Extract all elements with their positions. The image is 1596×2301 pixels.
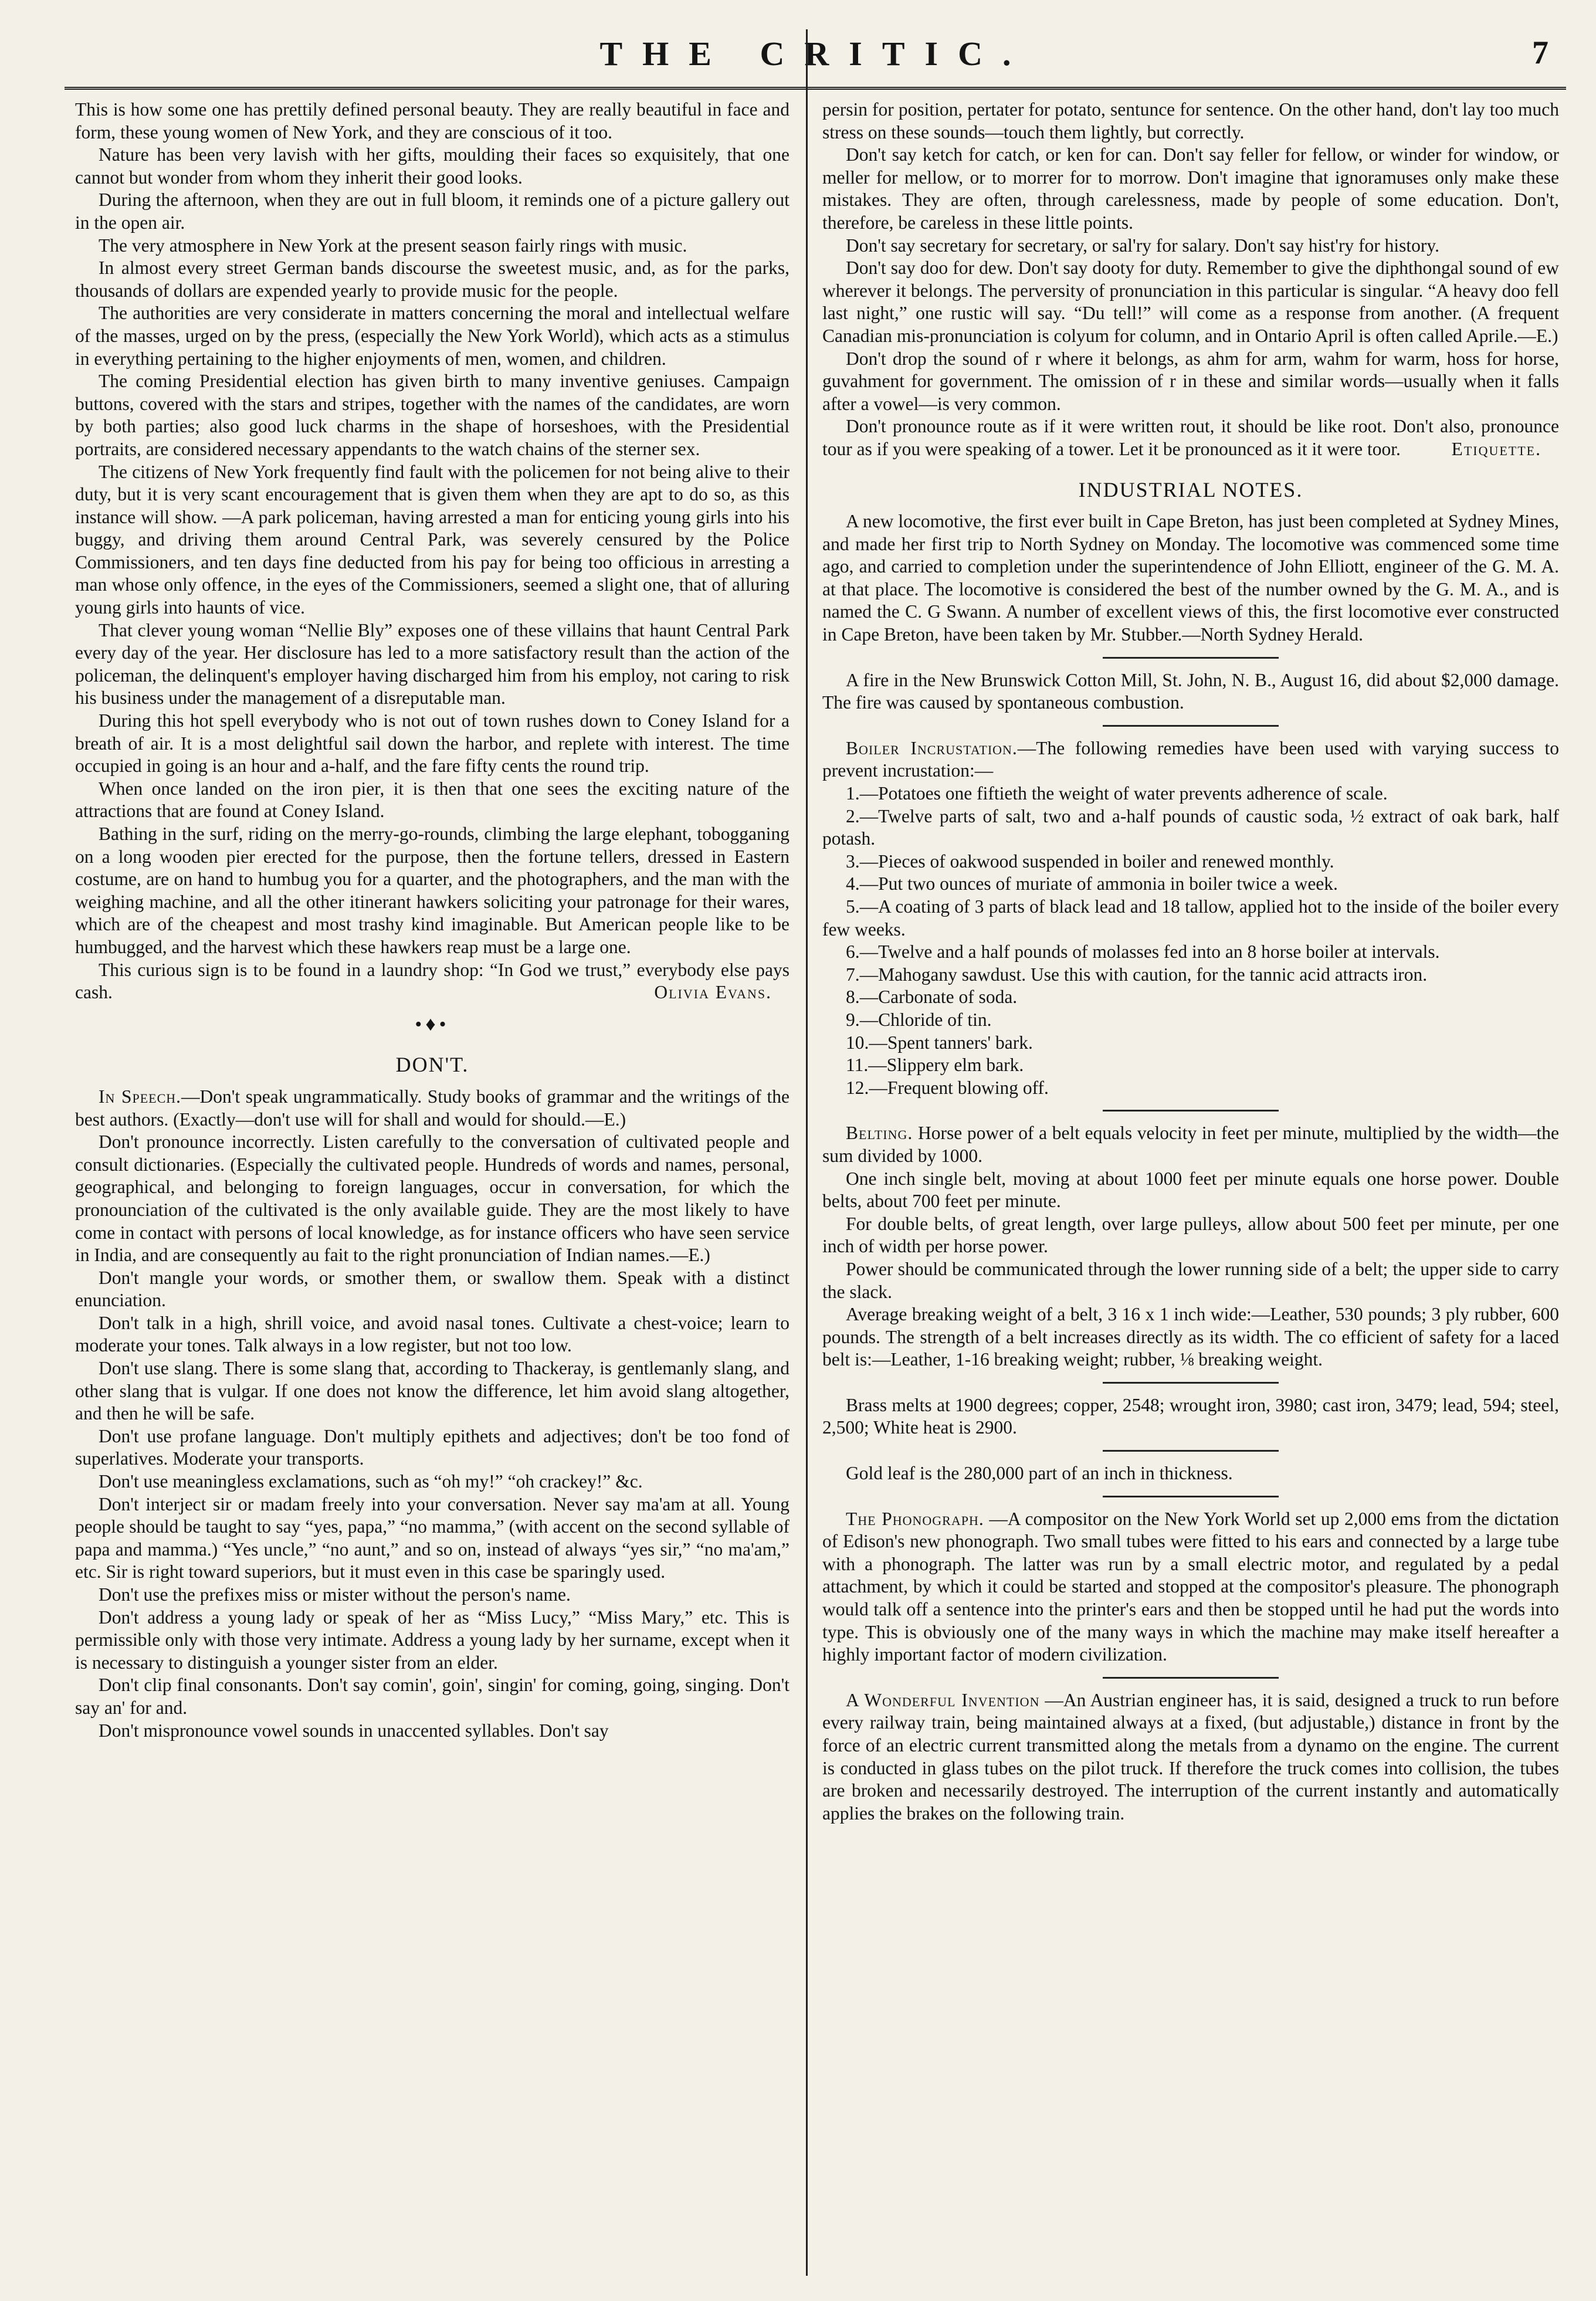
list-item: 12.—Frequent blowing off. — [846, 1077, 1049, 1098]
section-ornament: •♦• — [415, 1013, 450, 1035]
article-paragraph: This is how some one has prettily defined personal beauty. They are really beautiful in face and form, these young women of New York, and they are conscious of it too. — [75, 99, 789, 143]
list-item: 9.—Chloride of tin. — [846, 1009, 992, 1030]
article-paragraph — [822, 737, 1559, 782]
article-paragraph: That clever young woman “Nellie Bly” exposes one of these villains that haunt Central Park every day of the year. Her disclosure has led to a more satisfactory result than the action of the policeman, the delinquent's employer having discharged him from his employ, not caring to risk his business under the management of a disreputable man. — [75, 619, 789, 709]
paragraph-text: This curious sign is to be found in a laundry shop: “In God we trust,” everybody else pays cash. — [75, 959, 789, 1003]
paragraph-text: Horse power of a belt equals velocity in feet per minute, multiplied by the width—the sum divided by 1000. — [822, 1123, 1559, 1166]
article-paragraph — [822, 1122, 1559, 1167]
list-item: 3.—Pieces of oakwood suspended in boiler and renewed monthly. — [846, 850, 1334, 872]
list-item: 5.—A coating of 3 parts of black lead and 18 tallow, applied hot to the inside of the boiler every few weeks. — [822, 896, 1559, 940]
article-paragraph: During the afternoon, when they are out in full bloom, it reminds one of a picture gallery out in the open air. — [75, 189, 789, 233]
article-paragraph — [822, 1689, 1559, 1825]
article-paragraph: When once landed on the iron pier, it is then that one sees the exciting nature of the attractions that are found at Coney Island. — [75, 778, 789, 822]
article-paragraph: The very atmosphere in New York at the present season fairly rings with music. — [99, 235, 687, 256]
paragraph-text: —A compositor on the New York World set up 2,000 ems from the dictation of Edison's new phonograph. Two small tubes were fitted to his ears and connected by a large tube with a phonograph. The latter was run by a small electric motor, and regulated by a pedal attachment, by which it could be started and stopped at the compositor's pleasure. The phonograph would talk off a sentence into the printer's ears and then be stopped until he had put the words into type. This is obviously one of the many ways in which the machine may make itself hereafter a highly important factor of modern civilization. — [822, 1508, 1559, 1665]
article-paragraph: Don't say secretary for secretary, or sal'ry for salary. Don't say hist'ry for history. — [846, 235, 1439, 256]
paragraph-text: —Don't speak ungrammatically. Study books of grammar and the writings of the best authors. (Exactly—don't use will for shall and would for should.—E.) — [75, 1086, 789, 1130]
list-item: 4.—Put two ounces of muriate of ammonia in boiler twice a week. — [846, 873, 1338, 894]
article-paragraph: Don't mispronounce vowel sounds in unaccented syllables. Don't say — [99, 1720, 609, 1741]
paragraph-lead: Belting. — [846, 1123, 913, 1144]
right-column — [822, 99, 1559, 1825]
article-paragraph: Don't use meaningless exclamations, such as “oh my!” “oh crackey!” &c. — [99, 1471, 643, 1492]
page-number: 7 — [1532, 35, 1548, 71]
list-item: 1.—Potatoes one fiftieth the weight of water prevents adherence of scale. — [846, 783, 1388, 804]
article-paragraph: Don't address a young lady or speak of her as “Miss Lucy,” “Miss Mary,” etc. This is permissible only with those very intimate. Address a young lady by her surname, except when it is necessary to distinguish a younger sister from an elder. — [75, 1607, 789, 1673]
divider-rule — [1103, 725, 1279, 727]
article-paragraph: Power should be communicated through the lower running side of a belt; the upper side to carry the slack. — [822, 1258, 1559, 1302]
left-column — [75, 99, 789, 1742]
article-paragraph: Don't say ketch for catch, or ken for can. Don't say feller for fellow, or winder for window, or meller for mellow, or to morrer for to morrow. Don't imagine that ignoramuses only make these mistakes. They are often, through carelessness, made by people of some education. Don't, therefore, be careless in these little points. — [822, 144, 1559, 233]
article-paragraph: Don't use profane language. Don't multiply epithets and adjectives; don't be too fond of superlatives. Moderate your transports. — [75, 1425, 789, 1469]
article-paragraph: The citizens of New York frequently find fault with the policemen for not being alive to their duty, but it is very scant encouragement that is given them when they are apt to do so, as this instance will show. —A park policeman, having arrested a man for enticing young girls into his buggy, and driving them around Central Park, was severely censured by the Police Commissioners, and ten days fine deducted from his pay for being too officious in arresting a man whose only offence, in the eyes of the Commissioners, seemed a slight one, that of alluring young girls into haunts of vice. — [75, 461, 789, 618]
author-signature: Etiquette. — [1451, 438, 1541, 459]
list-item: 10.—Spent tanners' bark. — [846, 1032, 1033, 1053]
paragraph-lead: Boiler Incrustation. — [846, 737, 1018, 758]
article-paragraph: One inch single belt, moving at about 1000 feet per minute equals one horse power. Double belts, about 700 feet per minute. — [822, 1168, 1559, 1212]
paragraph-lead: A Wonderful Invention — [846, 1689, 1040, 1710]
paragraph-text: Don't pronounce route as if it were written rout, it should be like root. Don't also, pronounce tour as if you were speaking of a tower. Let it be pronounced as it it were toor. — [822, 416, 1559, 459]
article-paragraph: Don't use the prefixes miss or mister without the person's name. — [99, 1584, 571, 1605]
divider-rule — [1103, 1382, 1279, 1384]
article-paragraph: Don't drop the sound of r where it belongs, as ahm for arm, wahm for warm, hoss for horse, guvahment for government. The omission of r in these and similar words—usually when it falls after a vowel—is very common. — [822, 348, 1559, 414]
article-paragraph: Don't interject sir or madam freely into your conversation. Never say ma'am at all. Young people should be taught to say “yes, papa,” “no mamma,” (with accent on the second syllable of papa and mamma.) “Yes uncle,” “no aunt,” and so on, instead of always “yes sir,” “no ma'am,” etc. Sir is right toward superiors, but it must even in this case be sparingly used. — [75, 1493, 789, 1582]
article-paragraph: Bathing in the surf, riding on the merry-go-rounds, climbing the large elephant, tobogganing on a long wooden pier erected for the purpose, then the fortune tellers, dressed in Eastern costume, are on hand to humbug you for a quarter, and the photographers, and the man with the weighing machine, and all the other itinerant hawkers soliciting your patronage for their wares, which are of the cheapest and most trashy kind imaginable. But American people like to be humbugged, and the harvest which these hawkers reap must be a large one. — [75, 824, 789, 957]
article-paragraph: Don't use slang. There is some slang that, according to Thackeray, is gentlemanly slang, and other slang that is vulgar. If one does not know the difference, let him avoid slang altogether, and then he will be safe. — [75, 1358, 789, 1424]
article-paragraph: During this hot spell everybody who is not out of town rushes down to Coney Island for a breath of air. It is a most delightful sail down the harbor, and replete with interest. The time occupied in going is an hour and a-half, and the fare fifty cents the round trip. — [75, 710, 789, 777]
section-heading: DON'T. — [395, 1053, 469, 1077]
article-paragraph: The coming Presidential election has given birth to many inventive geniuses. Campaign buttons, covered with the stars and stripes, together with the names of the candidates, are worn by both parties; also good luck charms in the shape of horseshoes, with the Presidential portraits, are considered necessary appendants to the watch chains of the sterner sex. — [75, 371, 789, 459]
section-heading: INDUSTRIAL NOTES. — [1078, 477, 1303, 501]
paragraph-text: —The following remedies have been used with varying success to prevent incrustation:— — [822, 737, 1559, 781]
article-paragraph: Gold leaf is the 280,000 part of an inch in thickness. — [846, 1463, 1233, 1484]
article-paragraph: persin for position, pertater for potato, sentunce for sentence. On the other hand, don't lay too much stress on these sounds—touch them lightly, but correctly. — [822, 99, 1559, 143]
remedy-list — [822, 782, 1559, 1099]
masthead — [65, 23, 1566, 82]
divider-rule — [1103, 1677, 1279, 1679]
article-paragraph: Don't clip final consonants. Don't say comin', goin', singin' for coming, going, singing. Don't say an' for and. — [75, 1675, 789, 1718]
list-item: 8.—Carbonate of soda. — [846, 987, 1018, 1008]
column-divider — [806, 29, 808, 2276]
article-paragraph: Don't talk in a high, shrill voice, and avoid nasal tones. Cultivate a chest-voice; learn to moderate your tones. Talk always in a low register, but not too low. — [75, 1312, 789, 1356]
article-paragraph: Don't mangle your words, or smother them, or swallow them. Speak with a distinct enunciation. — [75, 1267, 789, 1311]
article-paragraph: Don't say doo for dew. Don't say dooty for duty. Remember to give the diphthongal sound of ew wherever it belongs. The perversity of pronunciation in this particular is singular. “A heavy doo fell last night,” one rustic will say. “Du tell!” will come as a response from another. (A frequent Canadian mis-pronunciation is colyum for column, and in Ontario April is often called Aprile.—E.) — [822, 257, 1559, 346]
article-paragraph: The authorities are very considerate in matters concerning the moral and intellectual welfare of the masses, urged on by the press, (especially the New York World), which acts as a stimulus in everything pertaining to the higher enjoyments of men, women, and children. — [75, 303, 789, 369]
article-paragraph: Average breaking weight of a belt, 3 16 x 1 inch wide:—Leather, 530 pounds; 3 ply rubber, 600 pounds. The strength of a belt increases directly as its width. The co efficient of safety for a laced belt is:—Leather, 1-16 breaking weight; rubber, ⅛ breaking weight. — [822, 1304, 1559, 1370]
article-paragraph — [822, 1508, 1559, 1666]
list-item: 11.—Slippery elm bark. — [846, 1055, 1024, 1076]
paragraph-lead: In Speech. — [99, 1086, 182, 1107]
article-paragraph — [822, 415, 1559, 460]
list-item: 2.—Twelve parts of salt, two and a-half pounds of caustic soda, ½ extract of oak bark, half potash. — [822, 805, 1559, 849]
author-signature: Olivia Evans. — [654, 982, 772, 1003]
article-paragraph — [75, 1086, 789, 1131]
article-paragraph: Don't pronounce incorrectly. Listen carefully to the conversation of cultivated people and consult dictionaries. (Especially the cultivated people. Hundreds of words and names, personal, geographical, and belonging to foreign languages, occur in conversation, for which the pronounciation of the cultivated is the only available guide. They are the most likely to have come in contact with persons of local knowledge, as for instance officers who have seen service in India, and are consequently au fait to the right pronunciation of Indian names.—E.) — [75, 1131, 789, 1266]
article-paragraph: Nature has been very lavish with her gifts, moulding their faces so exquisitely, that one cannot but wonder from whom they inherit their good looks. — [75, 144, 789, 188]
article-paragraph: For double belts, of great length, over large pulleys, allow about 500 feet per minute, per one inch of width per horse power. — [822, 1213, 1559, 1257]
divider-rule — [1103, 1496, 1279, 1497]
article-paragraph — [75, 959, 789, 1004]
list-item: 7.—Mahogany sawdust. Use this with caution, for the tannic acid attracts iron. — [846, 964, 1428, 985]
article-paragraph: A new locomotive, the first ever built in Cape Breton, has just been completed at Sydney Mines, and made her first trip to North Sydney on Monday. The locomotive was commenced some time ago, and carried to completion under the superintendence of John Elliott, engineer of the G. M. A. at that place. The locomotive is considered the best of the number owned by the G. M. A., and is named the C. G Swann. A number of excellent views of this, the first locomotive ever constructed in Cape Breton, have been taken by Mr. Stubber.—North Sydney Herald. — [822, 511, 1559, 645]
header-rule — [65, 87, 1566, 93]
list-item: 6.—Twelve and a half pounds of molasses fed into an 8 horse boiler at intervals. — [846, 941, 1440, 963]
paragraph-text: —An Austrian engineer has, it is said, designed a truck to run before every railway train, being maintained always at a fixed, (but adjustable,) distance in front by the force of an electric current transmitted along the metals from a dynamo on the engine. The current is conducted in glass tubes on the pilot truck. If therefore the truck comes into collision, the tubes are broken and necessarily destroyed. The interruption of the current instantly and automatically applies the brakes on the following train. — [822, 1689, 1560, 1824]
divider-rule — [1103, 1110, 1279, 1111]
newspaper-title: THE CRITIC. — [599, 35, 1031, 73]
article-paragraph: Brass melts at 1900 degrees; copper, 2548; wrought iron, 3980; cast iron, 3479; lead, 594; steel, 2,500; White heat is 2900. — [822, 1394, 1559, 1438]
paragraph-lead: The Phonograph. — [846, 1508, 984, 1529]
article-paragraph: In almost every street German bands discourse the sweetest music, and, as for the parks, thousands of dollars are expended yearly to provide music for the people. — [75, 257, 789, 301]
divider-rule — [1103, 657, 1279, 659]
divider-rule — [1103, 1450, 1279, 1452]
article-paragraph: A fire in the New Brunswick Cotton Mill, St. John, N. B., August 16, did about $2,000 damage. The fire was caused by spontaneous combustion. — [822, 669, 1559, 713]
